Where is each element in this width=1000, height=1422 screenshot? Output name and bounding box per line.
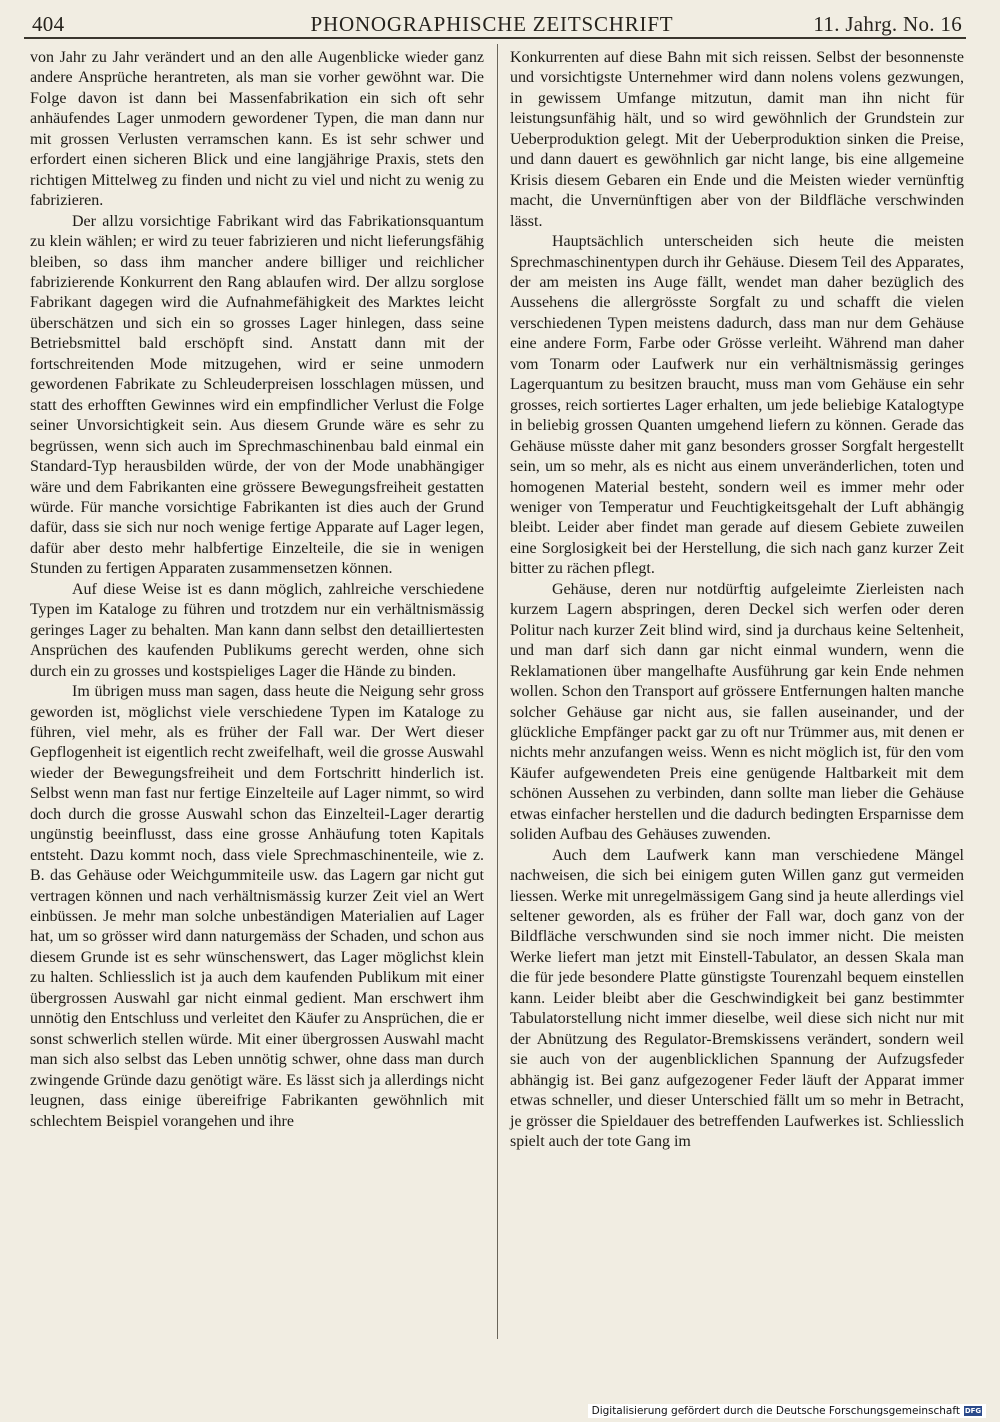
right-column [510, 48, 964, 1152]
page-number: 404 [32, 12, 65, 36]
footer-text: Digitalisierung gefördert durch die Deutsche Forschungsgemeinschaft [591, 1405, 960, 1417]
paragraph: Gehäuse, deren nur notdürftig aufgeleimte Zierleisten nach kurzem Lagern abspringen, deren Deckel sich werfen oder deren Politur nach kurzer Zeit blind wird, sind ja durchaus keine Seltenheit, und man darf sich dann gar nicht einmal wundern, wenn die Reklamationen über mangelhafte Ausführung gar kein Ende nehmen wollen. Schon den Transport auf grössere Entfernungen halten manche solcher Gehäuse gar nicht aus, sie fallen auseinander, und der glückliche Empfänger packt gar zu oft nur Trümmer aus, mit denen er nichts mehr anzufangen weiss. Wenn es nicht möglich ist, für den vom Käufer aufgewendeten Preis eine genügende Haltbarkeit mit dem schönen Aussehen zu verbinden, dann sollte man lieber die Gehäuse etwas einfacher herstellen und die dadurch bedingten Ersparnisse dem soliden Aufbau des Gehäuses zuwenden. [510, 580, 964, 844]
paragraph: Der allzu vorsichtige Fabrikant wird das Fabrikationsquantum zu klein wählen; er wird zu teuer fabrizieren und nicht lieferungsfähig bleiben, so dass ihm mancher andere billiger und reichlicher fabrizierende Konkurrent den Rang ablaufen wird. Der allzu sorglose Fabrikant dagegen wird die Aufnahmefähigkeit des Marktes leicht überschätzen und sich ein so grosses Lager hinlegen, dass seine Betriebsmittel bald erschöpft sind. Anstatt dann mit der fortschreitenden Mode mitzugehen, wird er seine unmodern gewordenen Fabrikate zu Schleuderpreisen losschlagen müssen, und statt des erhofften Gewinnes wird ein empfindlicher Verlust die Folge seiner Unvorsichtigkeit sein. Aus diesem Grunde wäre es sehr zu begrüssen, wenn sich auch im Sprechmaschinenbau bald einmal ein Standard-Typ herausbilden würde, der von der Mode unabhängiger wäre und dem Fabrikanten eine grössere Bewegungsfreiheit gestatten würde. Für manche vorsichtige Fabrikanten ist dies auch der Grund dafür, dass sie sich nur noch wenige fertige Apparate auf Lager legen, dafür aber desto mehr halbfertige Einzelteile, die sie in wenigen Stunden zu fertigen Apparaten zusammensetzen können. [30, 212, 484, 578]
dfg-logo-icon: DFG [964, 1407, 982, 1415]
paragraph: Hauptsächlich unterscheiden sich heute die meisten Sprechmaschinentypen durch ihr Gehäuse. Diesem Teil des Apparates, der am meisten ins Auge fällt, wendet man daher bezüglich des Aussehens die allergrösste Sorgfalt zu und schafft die vielen verschiedenen Typen meistens dadurch, dass man nur dem Gehäuse eine andere Form, Farbe oder Grösse verleiht. Während man daher vom Tonarm oder Laufwerk nur ein verhältnismässig geringes Lagerquantum zu besitzen braucht, muss man vom Gehäuse ein sehr grosses, reich sortiertes Lager erhalten, um jede beliebige Katalogtype in beliebig grossen Quanten umgehend liefern zu können. Gerade das Gehäuse müsste daher mit ganz besonders grosser Sorgfalt hergestellt sein, um so mehr, als es nicht aus einem unveränderlichen, toten und homogenen Material besteht, sondern weil es immer mehr oder weniger von Temperatur und Feuchtigkeitsgehalt der Luft abhängig bleibt. Leider aber findet man gerade auf diesem Gebiete zuweilen eine Sorglosigkeit bei der Herstellung, die sich nach ganz kurzer Zeit bitter zu rächen pflegt. [510, 233, 964, 578]
page-header [22, 8, 962, 38]
journal-title: PHONOGRAPHISCHE ZEITSCHRIFT [310, 12, 674, 36]
paragraph: Auf diese Weise ist es dann möglich, zahlreiche verschiedene Typen im Kataloge zu führen und trotzdem nur ein verhältnismässig geringes Lager zu behalten. Man kann dann selbst den detailliertesten Ansprüchen des kaufenden Publikums gerecht werden, ohne sich durch ein zu grosses und kostspieliges Lager die Hände zu binden. [30, 580, 484, 680]
paragraph: Auch dem Laufwerk kann man verschiedene Mängel nachweisen, die sich bei einigem guten Willen ganz gut vermeiden liessen. Werke mit unregelmässigem Gang sind ja heute allerdings viel seltener geworden, als es früher der Fall war, doch ganz von der Bildfläche verschwunden sind sie noch immer nicht. Die meisten Werke liefert man jetzt mit Einstell-Tabulator, an dessen Skala man die für jede besondere Platte günstigste Tourenzahl bequem einstellen kann. Leider bleibt aber die Geschwindigkeit bei ganz bestimmter Tabulatorstellung nicht immer dieselbe, weil diese sich nicht nur mit der Abnützung des Regulator-Bremskissens verändert, sondern weil sie auch von der augenblicklichen Spannung der Aufzugsfeder abhängig ist. Bei ganz aufgezogener Feder läuft der Apparat immer etwas schneller, und dieser Unterschied fällt um so mehr in Betracht, je grösser die Spieldauer des betreffenden Laufwerkes ist. Schliesslich spielt auch der tote Gang im [510, 846, 964, 1151]
digitization-footer [588, 1404, 986, 1418]
paragraph: Im übrigen muss man sagen, dass heute die Neigung sehr gross geworden ist, möglichst viele verschiedene Typen im Kataloge zu führen, viel mehr, als es früher der Fall war. Der Wert dieser Gepflogenheit ist eigentlich recht zweifelhaft, weil die grosse Auswahl wieder der Bewegungsfreiheit und dem Fortschritt hinderlich ist. Selbst wenn man fast nur fertige Einzelteile auf Lager nimmt, so wird doch durch die grosse Auswahl schon das Einzelteil-Lager derartig ungünstig beeinflusst, dass eine grosse Anhäufung toten Kapitals entsteht. Dazu kommt noch, dass viele Sprechmaschinenteile, wie z. B. das Gehäuse oder Weichgummiteile usw. das Lagern gar nicht gut vertragen können und nach verhältnismässig kurzer Zeit viel an Wert einbüssen. Je mehr man solche unbeständigen Materialien auf Lager hat, um so grösser wird dann naturgemäss der Schaden, und schon aus diesem Grunde ist es sehr wünschenswert, das Lager möglichst klein zu halten. Schliesslich ist ja auch dem kaufenden Publikum mit einer übergrossen Auswahl gar nicht einmal gedient. Man erschwert ihm unnötig den Entschluss und verleitet den Käufer zu Ansprüchen, die er sonst schwerlich stellen würde. Mit einer übergrossen Auswahl macht man sich also selbst das Leben unnötig schwer, ohne dass man durch zwingende Gründe dazu genötigt wäre. Es lässt sich ja allerdings nicht leugnen, dass einige übereifrige Fabrikanten gewöhnlich mit schlechtem Beispiel vorangehen und ihre [30, 683, 484, 1130]
left-column [30, 48, 484, 1132]
header-rule [24, 37, 966, 39]
paragraph: von Jahr zu Jahr verändert und an den alle Augenblicke wieder ganz andere Ansprüche herantreten, als man sie vorher gewöhnt war. Die Folge davon ist dann bei Massenfabrikation ein sich oft sehr anhäufendes Lager unmodern gewordener Typen, die man dann nur mit grossen Verlusten verramschen kann. Es ist sehr schwer und erfordert einen sicheren Blick und eine langjährige Praxis, stets den richtigen Mittelweg zu finden und nicht zu viel und nicht zu wenig zu fabrizieren. [30, 49, 484, 210]
column-divider [497, 44, 498, 1339]
issue-label: 11. Jahrg. No. 16 [813, 12, 962, 36]
paragraph: Konkurrenten auf diese Bahn mit sich reissen. Selbst der besonnenste und vorsichtigste Unternehmer wird dann nolens volens gezwungen, in gewissem Umfange mitzutun, damit man ihn nicht für leistungsunfähig hält, und so wird gewöhnlich der Grundstein zur Ueberproduktion gelegt. Mit der Ueberproduktion sinken die Preise, und dann dauert es gewöhnlich gar nicht lange, bis eine allgemeine Krisis diesem Gebaren ein Ende und die Meisten wieder vernünftig macht, die Unvernünftigen aber von der Bildfläche verschwinden lässt. [510, 49, 964, 230]
